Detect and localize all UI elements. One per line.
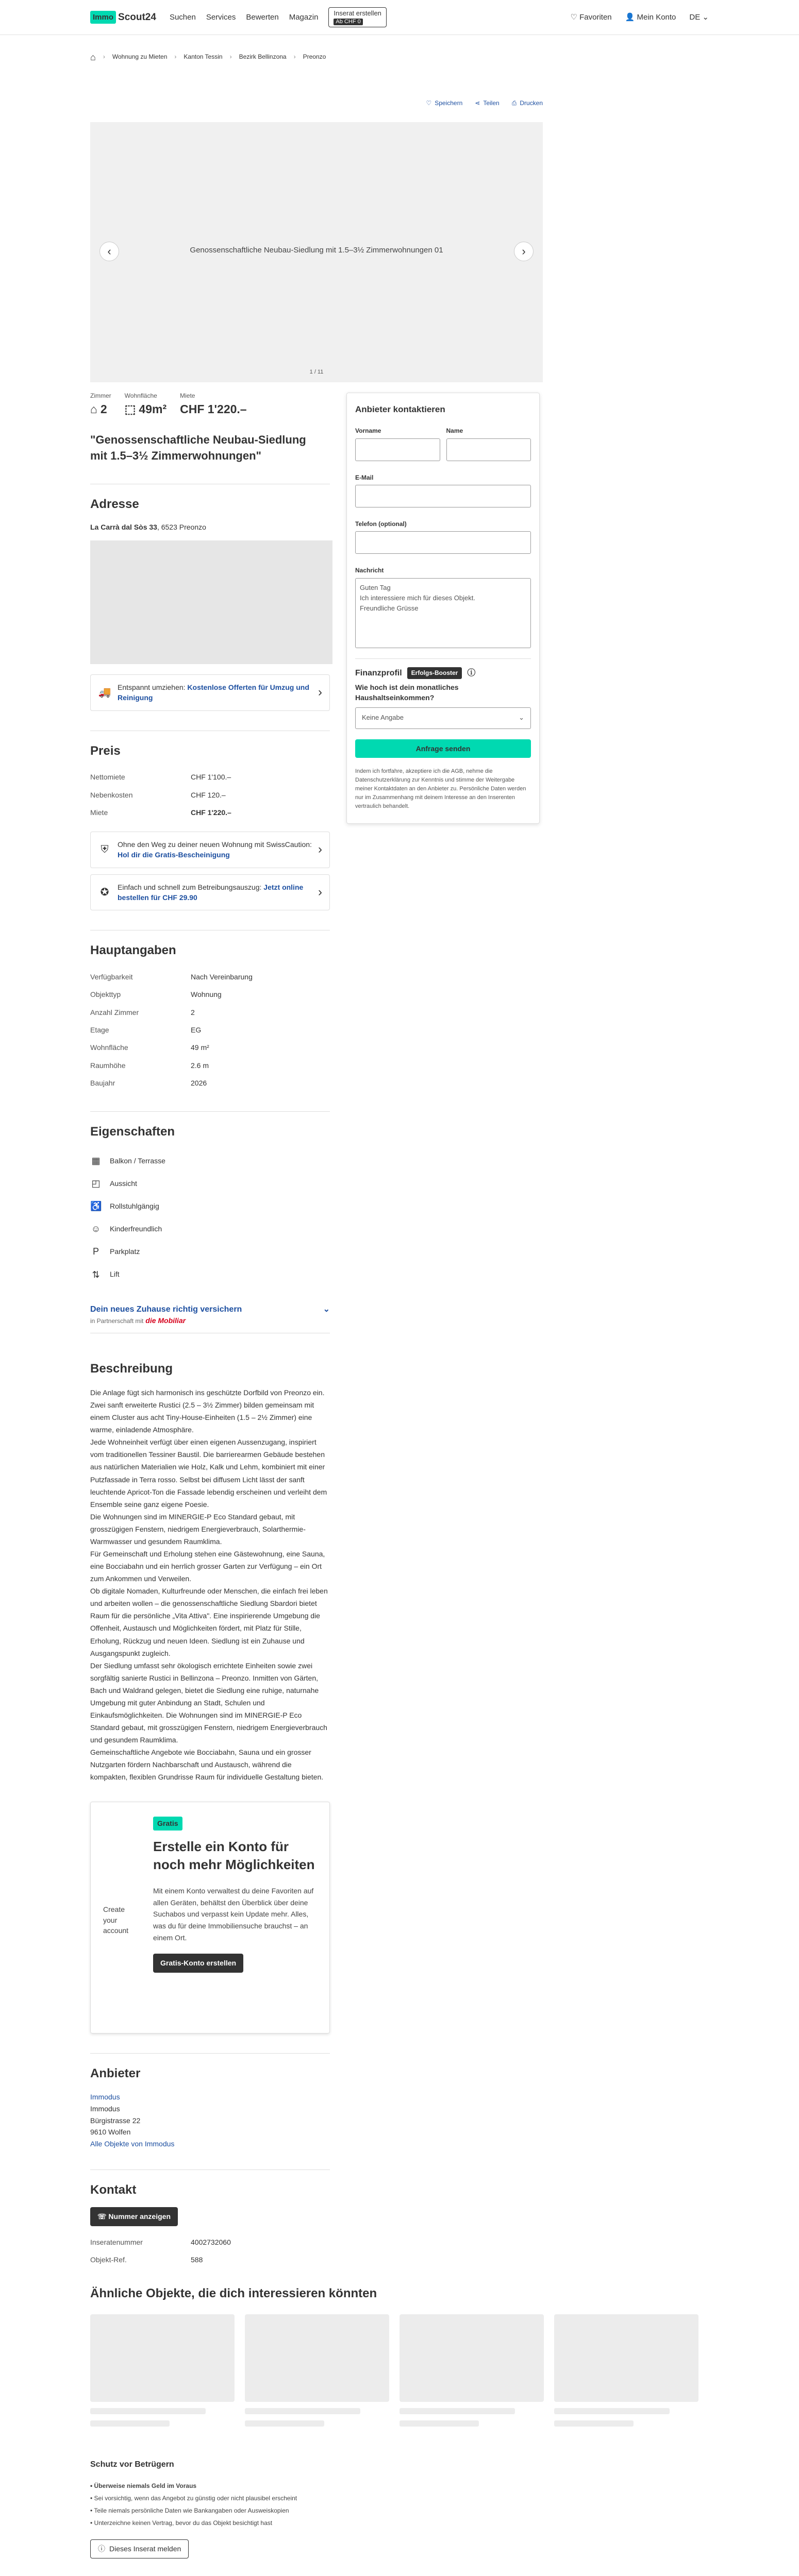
info-icon[interactable]: ⓘ	[467, 668, 476, 677]
language-switcher[interactable]: DE ⌄	[689, 12, 709, 22]
flag-icon: ⓘ	[98, 2545, 105, 2553]
truck-icon: 🚚	[98, 686, 111, 698]
address-section: Adresse La Carrà dal Sòs 33, 6523 Preonzo 🚚 Entspannt umziehen: Kostenlose Offerten für Umzug und Reinigung ›	[90, 484, 330, 711]
image-gallery[interactable]	[90, 122, 543, 382]
description-section: Beschreibung Die Anlage fügt sich harmonisch ins geschützte Dorfbild von Preonzo ein. Zwei sanft erweiterte Rustici (2.5 – 3½ Zimmer) bilden gemeinsam mit einem Cluster aus acht Tiny-House-Einheiten (1.5 – 2½ Zimmer) eine warme, einladende Atmosphäre. Jede Wohneinheit verfügt über einen eigenen Aussenzugang, inspiriert vom traditionellen Tessiner Baustil. Die barrierearmen Gebäude bestehen aus natürlichen Materialien wie Holz, Kalk und Lehm, kombiniert mit einer Putzfassade in Terra rosso. Selbst bei diffusem Licht lässt der sanft leuchtende Apricot-Ton die Fassade lebendig erscheinen und verleiht dem Ensemble seine ganz eigene Poesie. Die Wohnungen sind im MINERGIE-P Eco Standard gebaut, mit grosszügigen Fenstern, niedrigem Energieverbrauch, Solarthermie-Warmwasser und gesundem Raumklima. Für Gemeinschaft und Erholung stehen eine Gästewohnung, eine Sauna, eine Bocciabahn und ein herrlich grosser Garten zur Verfügung – ein Ort zum Ankommen und Verweilen. Ob digitale Nomaden, Kulturfreunde oder Menschen, die einfach frei leben und arbeiten wollen – die genossenschaftliche Siedlung Sbardori bietet Raum für die persönliche „Vita Attiva". Eine inspirierende Umgebung die Offenheit, Austausch und Möglichkeiten fördert, mit Platz für Stille, Erholung, Rückzug und neuen Ideen. Siedlung ist ein Zuhause und Ausgangspunkt zugleich. Der Siedlung umfasst sehr ökologisch errichtete Einheiten sowie zwei sorgfältig sanierte Rustici in Bellinzona – Preonzo. Inmitten von Gärten, Bach und Waldrand gelegen, bietet die Siedlung eine ruhige, naturnahe Umgebung mit guter Anbindung an Stadt, Schulen und Einkaufsmöglichkeiten. Die Wohnungen sind im MINERGIE-P Eco Standard gebaut, mit grosszügigen Fenstern, niedrigem Energieverbrauch und gesundem Raumklima. Gemeinschaftliche Angebote wie Bocciabahn, Sauna und ein grosser Nutzgarten fördern Nachbarschaft und Austausch, während die kompakten, flexiblen Grundrisse Raum für individuelle Gestaltung bieten.	[90, 1349, 330, 1783]
listing-title: "Genossenschaftliche Neubau-Siedlung mit 1.5–3½ Zimmerwohnungen"	[90, 433, 306, 463]
share-button[interactable]: ⋖ Teilen	[475, 99, 499, 108]
main-details-section: Hauptangaben Verfügbarkeit Nach Vereinbarung Objekttyp Wohnung Anzahl Zimmer 2 Etage EG Wohnfläche 49 m² Raumhöhe 2.6 m Baujahr 2026	[90, 930, 330, 1092]
share-icon: ⋖	[475, 99, 480, 107]
site-header	[0, 0, 799, 35]
mobiliar-logo: die Mobiliar	[145, 1316, 186, 1325]
price-section: Preis Nettomiete CHF 1'100.– Nebenkosten CHF 120.– Miete CHF 1'220.– ⛨ Ohne den Weg zu deiner neuen Wohnung mit SwissCaution: Hol dir die Gratis-Bescheinigung › ✪ Einfach und schnell zum Betreibungsauszug: Jetzt online bestellen für CHF 29.90 ›	[90, 731, 330, 911]
shield-icon: ⛨	[101, 843, 109, 855]
key-facts: Zimmer ⌂ 2 Wohnfläche ⬚ 49m² Miete CHF 1'220.–	[90, 392, 330, 418]
create-account-button[interactable]: Gratis-Konto erstellen	[153, 1954, 243, 1972]
chevron-down-icon: ⌄	[323, 1304, 330, 1314]
debt-extract-promo[interactable]: ✪ Einfach und schnell zum Betreibungsauszug: Jetzt online bestellen für CHF 29.90 ›	[90, 874, 330, 911]
submit-button[interactable]: Anfrage senden	[355, 739, 531, 758]
save-button[interactable]: ♡ Speichern	[426, 99, 462, 108]
booster-badge: Erfolgs-Booster	[407, 667, 462, 679]
tips-section	[0, 2558, 799, 2576]
elevator-icon: ⇅	[92, 1269, 100, 1280]
account-promo: Create your account Gratis Erstelle ein Konto für noch mehr Möglichkeiten Mit einem Konto verwaltest du deine Favoriten auf allen Geräten, behältst den Überblick über deine Suchabos und verpasst kein Update mehr. Alles, was du für deine Immobiliensuche brauchst – an einem Ort. Gratis-Konto erstellen	[90, 1802, 330, 2033]
provider-link[interactable]: Immodus	[90, 2093, 120, 2102]
message-textarea[interactable]: Guten Tag Ich interessiere mich für dieses Objekt. Freundliche Grüsse	[355, 578, 531, 648]
firstname-field[interactable]	[355, 438, 440, 461]
similar-card[interactable]	[245, 2314, 389, 2427]
map[interactable]	[90, 540, 332, 664]
breadcrumb-item[interactable]: Wohnung zu Mieten	[112, 53, 168, 61]
wheelchair-icon: ♿	[90, 1201, 102, 1212]
gallery-caption: Genossenschaftliche Neubau-Siedlung mit 1.5–3½ Zimmerwohnungen 01	[190, 246, 443, 255]
free-badge: Gratis	[153, 1817, 182, 1830]
contact-form: Anbieter kontaktieren Vorname Name E-Mail Telefon (optional) Nachricht Guten Tag Ich interessiere mich für dieses Objekt. Freundliche Grüsse Finanzprofil Erfolgs-Booster ⓘ Wie hoch ist dein monatliches Haushaltseinkommen? Keine Angabe ⌄ Anfrage senden Indem ich fortfahre, akzeptiere ich die AGB, nehme die Datenschutzerklärung zur Kenntnis und stimme der Weitergabe meiner Kontaktdaten an den Anbieter zu. Persönliche Daten werden nur im Zusammenhang mit deinem Interesse an den Inserenten vertraulich behandelt.	[346, 393, 540, 823]
similar-card[interactable]	[400, 2314, 544, 2427]
insert-listing-button[interactable]: Inserat erstellen Ab CHF 0	[328, 7, 387, 28]
fraud-warning: Schutz vor Betrügern • Überweise niemals Geld im Voraus • Sei vorsichtig, wenn das Angebot zu günstig oder nicht plausibel erscheint • Teile niemals persönliche Daten wie Bankangaben oder Ausweiskopien • Unterzeichne keinen Vertrag, bevor du das Objekt besichtigt hast ⓘ Dieses Inserat melden	[0, 2427, 799, 2558]
report-listing-button[interactable]: ⓘ Dieses Inserat melden	[90, 2539, 189, 2558]
badge-icon: ✪	[100, 886, 109, 898]
similar-listings: Ähnliche Objekte, die dich interessieren könnten	[0, 2268, 799, 2427]
breadcrumb-item[interactable]: Preonzo	[303, 53, 326, 61]
view-icon: ◰	[91, 1178, 101, 1189]
gallery-next-button[interactable]: ›	[514, 242, 534, 261]
home-icon[interactable]: ⌂	[90, 52, 96, 62]
insurance-accordion[interactable]: Dein neues Zuhause richtig versichern ⌄ in Partnerschaft mit die Mobiliar	[90, 1303, 330, 1334]
phone-icon: ☏	[97, 2212, 107, 2221]
account-link[interactable]: 👤 Mein Konto	[625, 12, 676, 22]
breadcrumb-item[interactable]: Bezirk Bellinzona	[239, 53, 287, 61]
heart-icon: ♡	[570, 12, 577, 22]
similar-card[interactable]	[90, 2314, 235, 2427]
print-icon: ⎙	[511, 99, 517, 107]
show-number-button[interactable]: ☏ Nummer anzeigen	[90, 2207, 178, 2226]
nav-services[interactable]: Services	[206, 12, 236, 22]
user-icon: 👤	[625, 12, 635, 22]
chevron-right-icon: ›	[318, 885, 322, 899]
provider-section: Anbieter Immodus Immodus Bürgistrasse 22 9610 Wolfen Alle Objekte von Immodus	[90, 2053, 330, 2149]
nav-magazin[interactable]: Magazin	[289, 12, 319, 22]
contact-section: Kontakt ☏ Nummer anzeigen Inseratenummer 4002732060 Objekt-Ref. 588	[90, 2170, 330, 2269]
parking-icon: P	[92, 1246, 99, 1257]
income-select[interactable]: Keine Angabe ⌄	[355, 707, 531, 729]
breadcrumb: ⌂ › Wohnung zu Mieten › Kanton Tessin › Bezirk Bellinzona › Preonzo	[0, 35, 799, 64]
description-text: Die Anlage fügt sich harmonisch ins geschützte Dorfbild von Preonzo ein. Zwei sanft erweiterte Rustici (2.5 – 3½ Zimmer) bilden gemeinsam mit einem Cluster aus acht Tiny-House-Einheiten (1.5 – 2½ Zimmer) eine warme, einladende Atmosphäre. Jede Wohneinheit verfügt über einen eigenen Aussenzugang, inspiriert vom traditionellen Tessiner Baustil. Die barrierearmen Gebäude bestehen aus natürlichen Materialien wie Holz, Kalk und Lehm, kombiniert mit einer Putzfassade in Terra rosso. Selbst bei diffusem Licht lässt der sanft leuchtende Apricot-Ton die Fassade lebendig erscheinen und verleiht dem Ensemble seine ganz eigene Poesie. Die Wohnungen sind im MINERGIE-P Eco Standard gebaut, mit grosszügigen Fenstern, niedrigem Energieverbrauch, Solarthermie-Warmwasser und gesundem Raumklima. Für Gemeinschaft und Erholung stehen eine Gästewohnung, eine Sauna, eine Bocciabahn und ein herrlich grosser Garten zur Verfügung – ein Ort zum Ankommen und Verweilen. Ob digitale Nomaden, Kulturfreunde oder Menschen, die einfach frei leben und arbeiten wollen – die genossenschaftliche Siedlung Sbardori bietet Raum für die persönliche „Vita Attiva". Eine inspirierende Umgebung die Offenheit, Austausch und Möglichkeiten fördert, mit Platz für Stille, Erholung, Rückzug und neuen Ideen. Siedlung ist ein Zuhause und Ausgangspunkt zugleich. Der Siedlung umfasst sehr ökologisch errichtete Einheiten sowie zwei sorgfältig sanierte Rustici in Bellinzona – Preonzo. Inmitten von Gärten, Bach und Waldrand gelegen, bietet die Siedlung eine ruhige, naturnahe Umgebung mit guter Anbindung an Stadt, Schulen und Einkaufsmöglichkeiten. Die Wohnungen sind im MINERGIE-P Eco Standard gebaut, mit grosszügigen Fenstern, niedrigem Energieverbrauch und gesundem Raumklima. Gemeinschaftliche Angebote wie Bocciabahn, Sauna und ein grosser Nutzgarten fördern Nachbarschaft und Austausch, während die kompakten, flexiblen Grundrisse Raum für individuelle Gestaltung bieten.	[90, 1388, 328, 1782]
area-icon: ⬚	[124, 402, 136, 416]
nav-bewerten[interactable]: Bewerten	[246, 12, 279, 22]
similar-card[interactable]	[554, 2314, 698, 2427]
chevron-down-icon: ⌄	[519, 714, 524, 722]
caution-promo[interactable]: ⛨ Ohne den Weg zu deiner neuen Wohnung mit SwissCaution: Hol dir die Gratis-Bescheinigung ›	[90, 832, 330, 868]
chevron-right-icon: ›	[318, 685, 322, 699]
child-icon: ☺	[91, 1224, 101, 1234]
breadcrumb-item[interactable]: Kanton Tessin	[184, 53, 223, 61]
lastname-field[interactable]	[446, 438, 531, 461]
features-section: Eigenschaften ▦ Balkon / Terrasse ◰ Aussicht ♿ Rollstuhlgängig ☺ Kinderfreundlich P Parkplatz ⇅ Lift	[90, 1111, 330, 1285]
main-nav	[170, 7, 571, 28]
door-icon: ⌂	[90, 402, 97, 416]
balcony-icon: ▦	[91, 1156, 101, 1166]
nav-suchen[interactable]: Suchen	[169, 12, 196, 22]
gallery-prev-button[interactable]: ‹	[99, 242, 119, 261]
move-promo[interactable]: 🚚 Entspannt umziehen: Kostenlose Offerten für Umzug und Reinigung ›	[90, 674, 330, 711]
email-field[interactable]	[355, 485, 531, 507]
chevron-right-icon: ›	[318, 842, 322, 857]
logo[interactable]: Immo Scout24	[90, 10, 156, 25]
favorites-link[interactable]: ♡ Favoriten	[570, 12, 612, 22]
print-button[interactable]: ⎙ Drucken	[512, 99, 543, 108]
heart-icon: ♡	[426, 99, 432, 107]
phone-field[interactable]	[355, 531, 531, 554]
gallery-counter: 1 / 11	[309, 368, 324, 375]
all-listings-link[interactable]: Alle Objekte von Immodus	[90, 2139, 175, 2148]
